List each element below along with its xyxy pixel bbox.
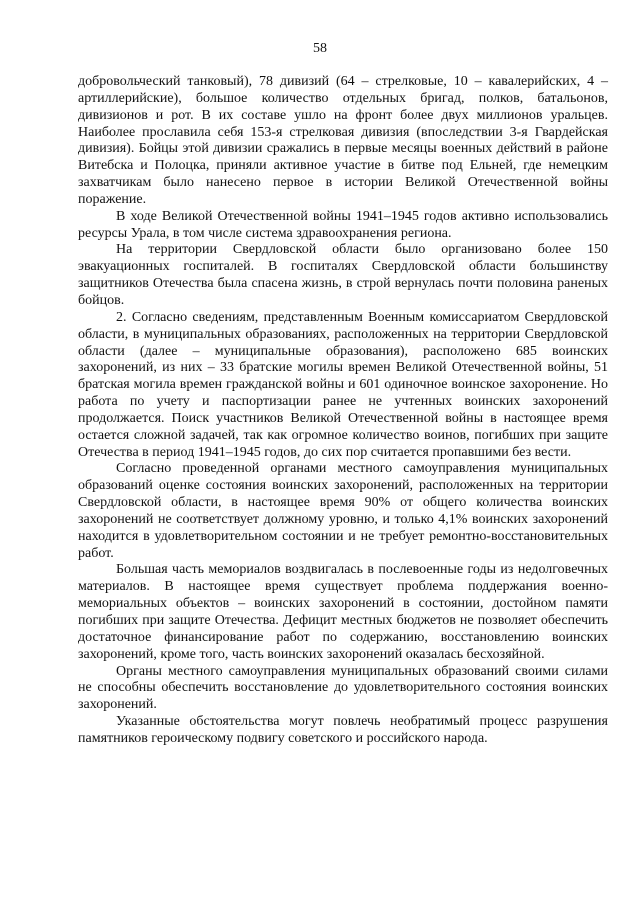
paragraph-hospitals: На территории Свердловской области было организовано более 150 эвакуационных госпиталей. В госпиталях Свердловской области большинству защитников Отечества была спасена жизнь, в строй вернулась почти половина раненых бойцов.	[78, 242, 608, 308]
paragraph-ural-resources: В ходе Великой Отечественной войны 1941–1945 годов активно использовались ресурсы Урала, в том числе система здравоохранения региона.	[78, 208, 608, 241]
paragraph-continuation: добровольческий танковый), 78 дивизий (64 – стрелковые, 10 – кавалерийских, 4 – артиллерийские), большое количество отдельных бригад, полков, батальонов, дивизионов и рот. В их составе ушло на фронт более двух миллионов уральцев. Наиболее прославила себя 153-я стрелковая дивизия (впоследствии 3-я Гвардейская дивизия). Бойцы этой дивизии сражались в первые месяцы военных действий в районе Витебска и Полоцка, приняли активное участие в битве под Ельней, где немецким захватчикам было нанесено первое в истории Великой Отечественной войны поражение.	[78, 74, 608, 207]
paragraph-conclusion: Указанные обстоятельства могут повлечь необратимый процесс разрушения памятников героическому подвигу советского и российского народа.	[78, 714, 608, 746]
page-number: 58	[313, 41, 327, 56]
paragraph-local-authorities: Органы местного самоуправления муниципальных образований своими силами не способны обеспечить восстановление до удовлетворительного состояния воинских захоронений.	[78, 663, 608, 713]
document-body	[78, 74, 608, 748]
paragraph-burials-state: Согласно проведенной органами местного самоуправления муниципальных образований оценке состояния воинских захоронений, расположенных на территории Свердловской области, в настоящее время 90% от общего количества воинских захоронений не соответствует должному уровню, и только 4,1% воинских захоронений находится в удовлетворительном состоянии и не требует ремонтно-восстановительных работ.	[78, 461, 608, 561]
paragraph-memorials: Большая часть мемориалов воздвигалась в послевоенные годы из недолговечных материалов. В настоящее время существует проблема поддержания военно-мемориальных объектов – воинских захоронений в состоянии, достойном памяти погибших при защите Отечества. Дефицит местных бюджетов не позволяет обеспечить достаточное финансирование работ по содержанию, восстановлению воинских захоронений, кроме того, часть воинских захоронений оказалась бесхозяйной.	[78, 562, 608, 662]
paragraph-burials-count: 2. Согласно сведениям, представленным Военным комиссариатом Свердловской области, в муниципальных образованиях, расположенных на территории Свердловской области (далее – муниципальные образования), расположено 685 воинских захоронений, из них – 33 братские могилы времен Великой Отечественной войны, 51 братская могила времен гражданской войны и 601 одиночное воинское захоронение. Но работа по учету и паспортизации ранее не учтенных воинских захоронений продолжается. Поиск участников Великой Отечественной войны в настоящее время остается сложной задачей, так как огромное количество воинов, погибших при защите Отечества в период 1941–1945 годов, до сих пор считается пропавшими без вести.	[78, 309, 608, 460]
